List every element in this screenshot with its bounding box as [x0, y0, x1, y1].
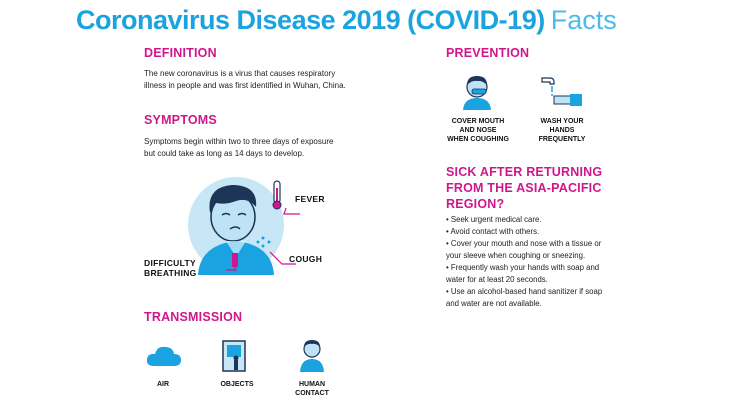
title-suffix: Facts: [550, 5, 617, 35]
air-label: AIR: [156, 381, 170, 388]
cloud-icon: [146, 344, 182, 368]
symptoms-line-2: but could take as long as 14 days to develop.: [144, 149, 305, 158]
advice-item-continued: water for at least 20 seconds.: [446, 275, 548, 284]
breathing-label-2: BREATHING: [144, 268, 197, 278]
definition-line-1: The new coronavirus is a virus that causes respiratory: [144, 69, 336, 78]
advice-item: • Frequently wash your hands with soap and: [446, 262, 621, 274]
sick-heading-2: FROM THE ASIA-PACIFIC: [446, 181, 602, 195]
human-contact-label-1: HUMAN: [298, 381, 326, 388]
transmission-heading: TRANSMISSION: [144, 310, 243, 324]
advice-item-continued: your sleeve when coughing or sneezing.: [446, 251, 586, 260]
title-main: Coronavirus Disease 2019 (COVID-19): [76, 5, 545, 35]
symptoms-line-1: Symptoms begin within two to three days of exposure: [144, 137, 334, 146]
breathing-label-1: DIFFICULTY: [144, 258, 196, 268]
advice-item: • Use an alcohol-based hand sanitizer if soap: [446, 286, 621, 298]
human-contact-label-2: CONTACT: [295, 390, 329, 397]
definition-heading: DEFINITION: [144, 46, 217, 60]
prevention-heading: PREVENTION: [446, 46, 530, 60]
cover-label-1: COVER MOUTH: [451, 118, 505, 125]
wash-label-3: FREQUENTLY: [538, 136, 586, 143]
advice-item: • Avoid contact with others.: [446, 226, 621, 238]
advice-item-continued: and water are not available.: [446, 299, 542, 308]
person-contact-icon: [298, 338, 326, 372]
symptoms-heading: SYMPTOMS: [144, 113, 217, 127]
definition-line-2: illness in people and was first identified in Wuhan, China.: [144, 81, 346, 90]
cough-label: COUGH: [289, 254, 323, 264]
wash-label-2: HANDS: [549, 127, 575, 134]
door-objects-icon: [222, 340, 246, 372]
wash-label-1: WASH YOUR: [540, 118, 584, 125]
fever-label: FEVER: [295, 194, 325, 204]
sick-advice-list: [446, 214, 621, 310]
sick-heading-1: SICK AFTER RETURNING: [446, 165, 603, 179]
advice-item: • Cover your mouth and nose with a tissue or: [446, 238, 621, 250]
cover-label-3: WHEN COUGHING: [447, 136, 509, 143]
advice-item: • Seek urgent medical care.: [446, 214, 621, 226]
objects-label: OBJECTS: [220, 381, 254, 388]
cover-label-2: AND NOSE: [459, 127, 497, 134]
cover-mouth-icon: [460, 74, 494, 110]
sick-heading-3: REGION?: [446, 197, 505, 211]
wash-hands-icon: [540, 74, 584, 110]
